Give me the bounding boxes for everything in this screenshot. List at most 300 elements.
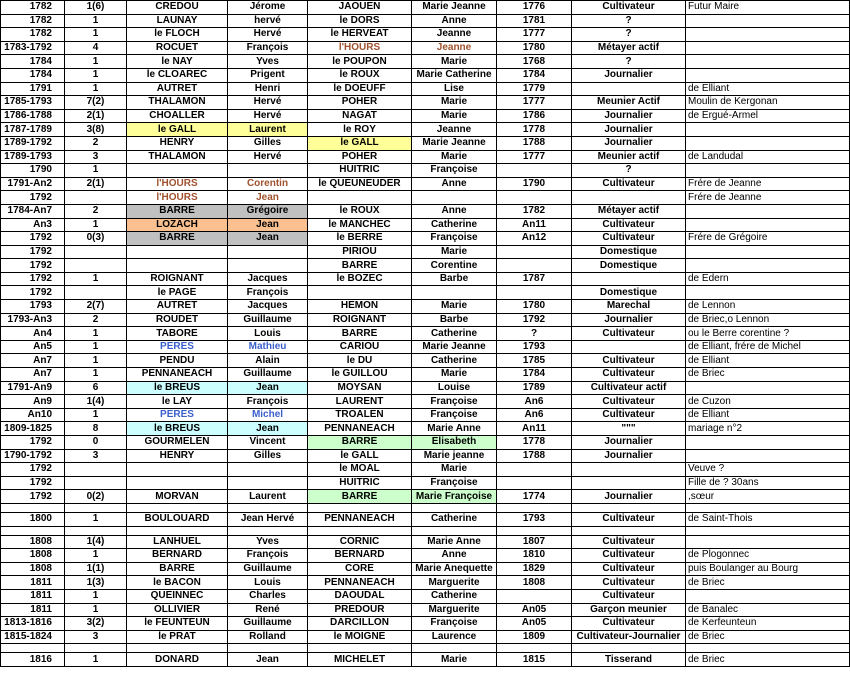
husband-firstname-cell: Jean <box>228 218 308 232</box>
table-row <box>1 422 850 436</box>
year-cell <box>497 259 572 273</box>
notes-cell: de Landudal <box>686 150 850 164</box>
husband-firstname-cell: Charles <box>228 589 308 603</box>
wife-firstname-cell: Marie <box>412 245 497 259</box>
table-row <box>1 476 850 490</box>
count-cell: 1 <box>65 327 127 341</box>
husband-firstname-cell: François <box>228 41 308 55</box>
occupation-cell: ? <box>572 14 686 28</box>
wife-surname-cell: HUITRIC <box>308 164 412 178</box>
husband-firstname-cell: Louis <box>228 576 308 590</box>
husband-firstname-cell <box>228 245 308 259</box>
husband-firstname-cell: Alain <box>228 354 308 368</box>
husband-surname-cell: BARRE <box>127 204 228 218</box>
empty-cell <box>228 526 308 535</box>
date-cell: 1786-1788 <box>1 109 65 123</box>
husband-surname-cell: AUTRET <box>127 300 228 314</box>
husband-firstname-cell <box>228 164 308 178</box>
occupation-cell: Cultivateur <box>572 535 686 549</box>
husband-surname-cell: QUEINNEC <box>127 589 228 603</box>
spacer-row <box>1 644 850 653</box>
husband-firstname-cell: Jean <box>228 381 308 395</box>
date-cell: 1784 <box>1 68 65 82</box>
notes-cell: de Kerfeunteun <box>686 617 850 631</box>
occupation-cell: Cultivateur <box>572 368 686 382</box>
date-cell: 1792 <box>1 286 65 300</box>
wife-surname-cell: BARRE <box>308 327 412 341</box>
wife-surname-cell: BARRE <box>308 436 412 450</box>
table-row <box>1 300 850 314</box>
occupation-cell: Journalier <box>572 449 686 463</box>
husband-surname-cell: HENRY <box>127 449 228 463</box>
husband-firstname-cell: François <box>228 395 308 409</box>
husband-firstname-cell: Hervé <box>228 28 308 42</box>
notes-cell: de Plogonnec <box>686 549 850 563</box>
husband-firstname-cell: Jean Hervé <box>228 512 308 526</box>
date-cell: An7 <box>1 354 65 368</box>
wife-firstname-cell: Françoise <box>412 164 497 178</box>
table-row <box>1 381 850 395</box>
date-cell: An3 <box>1 218 65 232</box>
occupation-cell: Cultivateur <box>572 327 686 341</box>
notes-cell: de Briec <box>686 368 850 382</box>
wife-firstname-cell <box>412 191 497 205</box>
husband-surname-cell: le BREUS <box>127 381 228 395</box>
year-cell: 1807 <box>497 535 572 549</box>
husband-surname-cell: PENDU <box>127 354 228 368</box>
count-cell: 3 <box>65 630 127 644</box>
notes-cell: Frére de Jeanne <box>686 177 850 191</box>
occupation-cell: Cultivateur <box>572 232 686 246</box>
table-row <box>1 82 850 96</box>
wife-firstname-cell: Marie <box>412 653 497 667</box>
husband-surname-cell: CREDOU <box>127 1 228 15</box>
table-row <box>1 549 850 563</box>
notes-cell <box>686 68 850 82</box>
wife-firstname-cell: Jeanne <box>412 41 497 55</box>
husband-surname-cell: BARRE <box>127 232 228 246</box>
occupation-cell: ? <box>572 28 686 42</box>
husband-firstname-cell: Guillaume <box>228 562 308 576</box>
table-row <box>1 395 850 409</box>
husband-surname-cell: ROUDET <box>127 313 228 327</box>
wife-surname-cell: MICHELET <box>308 653 412 667</box>
date-cell: 1792 <box>1 436 65 450</box>
empty-cell <box>497 644 572 653</box>
wife-surname-cell: le DU <box>308 354 412 368</box>
notes-cell: Fille de ? 30ans <box>686 476 850 490</box>
husband-firstname-cell: Michel <box>228 408 308 422</box>
year-cell: 1815 <box>497 653 572 667</box>
occupation-cell: Cultivateur <box>572 617 686 631</box>
wife-firstname-cell: Louise <box>412 381 497 395</box>
table-row <box>1 41 850 55</box>
count-cell: 1 <box>65 68 127 82</box>
notes-cell <box>686 589 850 603</box>
date-cell: 1791-An9 <box>1 381 65 395</box>
year-cell: 1777 <box>497 96 572 110</box>
occupation-cell: Journalier <box>572 123 686 137</box>
year-cell: ? <box>497 327 572 341</box>
table-row <box>1 327 850 341</box>
notes-cell: ou le Berre corentine ? <box>686 327 850 341</box>
date-cell: 1792 <box>1 272 65 286</box>
notes-cell: mariage n°2 <box>686 422 850 436</box>
wife-surname-cell: le DOEUFF <box>308 82 412 96</box>
wife-firstname-cell: Françoise <box>412 395 497 409</box>
count-cell: 1(6) <box>65 1 127 15</box>
husband-surname-cell: le PAGE <box>127 286 228 300</box>
date-cell: 1792 <box>1 476 65 490</box>
wife-firstname-cell: Marie <box>412 55 497 69</box>
empty-cell <box>65 503 127 512</box>
occupation-cell: Domestique <box>572 286 686 300</box>
date-cell: 1783-1792 <box>1 41 65 55</box>
husband-firstname-cell: Prigent <box>228 68 308 82</box>
empty-cell <box>127 644 228 653</box>
date-cell: 1792 <box>1 191 65 205</box>
year-cell: 1780 <box>497 41 572 55</box>
notes-cell: de Elliant <box>686 82 850 96</box>
date-cell: 1792 <box>1 463 65 477</box>
table-row <box>1 191 850 205</box>
date-cell: 1789-1793 <box>1 150 65 164</box>
husband-surname-cell: le LAY <box>127 395 228 409</box>
empty-cell <box>1 526 65 535</box>
notes-cell: de Elliant <box>686 354 850 368</box>
occupation-cell <box>572 476 686 490</box>
occupation-cell: Domestique <box>572 245 686 259</box>
husband-surname-cell: LAUNAY <box>127 14 228 28</box>
date-cell: 1791 <box>1 82 65 96</box>
table-row <box>1 436 850 450</box>
husband-firstname-cell: Jacques <box>228 272 308 286</box>
wife-firstname-cell: Françoise <box>412 408 497 422</box>
wife-surname-cell: JAOUEN <box>308 1 412 15</box>
husband-firstname-cell: Gilles <box>228 449 308 463</box>
empty-cell <box>572 526 686 535</box>
table-row <box>1 562 850 576</box>
year-cell: 1779 <box>497 82 572 96</box>
empty-cell <box>497 503 572 512</box>
notes-cell: de Cuzon <box>686 395 850 409</box>
year-cell: 1778 <box>497 123 572 137</box>
empty-cell <box>65 644 127 653</box>
count-cell: 1 <box>65 164 127 178</box>
date-cell: 1790 <box>1 164 65 178</box>
wife-firstname-cell: Barbe <box>412 272 497 286</box>
husband-surname-cell: le FLOCH <box>127 28 228 42</box>
year-cell: 1793 <box>497 340 572 354</box>
occupation-cell: Cultivateur <box>572 1 686 15</box>
table-row <box>1 177 850 191</box>
notes-cell <box>686 449 850 463</box>
table-row <box>1 463 850 477</box>
notes-cell: de Briec <box>686 576 850 590</box>
wife-firstname-cell: Laurence <box>412 630 497 644</box>
table-row <box>1 164 850 178</box>
count-cell: 1 <box>65 14 127 28</box>
date-cell: 1787-1789 <box>1 123 65 137</box>
occupation-cell: Journalier <box>572 68 686 82</box>
wife-firstname-cell: Catherine <box>412 354 497 368</box>
empty-cell <box>1 503 65 512</box>
husband-surname-cell: le BACON <box>127 576 228 590</box>
count-cell: 1 <box>65 408 127 422</box>
count-cell: 2 <box>65 136 127 150</box>
husband-surname-cell <box>127 245 228 259</box>
husband-surname-cell: OLLIVIER <box>127 603 228 617</box>
husband-firstname-cell: Jean <box>228 191 308 205</box>
husband-firstname-cell: Mathieu <box>228 340 308 354</box>
notes-cell: Futur Maire <box>686 1 850 15</box>
count-cell <box>65 476 127 490</box>
husband-surname-cell: ROCUET <box>127 41 228 55</box>
year-cell: 1793 <box>497 512 572 526</box>
wife-firstname-cell: Marguerite <box>412 603 497 617</box>
occupation-cell: Cultivateur <box>572 408 686 422</box>
occupation-cell: Cultivateur actif <box>572 381 686 395</box>
husband-surname-cell: l'HOURS <box>127 177 228 191</box>
empty-cell <box>228 644 308 653</box>
count-cell: 1 <box>65 218 127 232</box>
husband-surname-cell: THALAMON <box>127 96 228 110</box>
date-cell: An10 <box>1 408 65 422</box>
wife-firstname-cell: Catherine <box>412 218 497 232</box>
count-cell: 2 <box>65 313 127 327</box>
notes-cell: de Ergué-Armel <box>686 109 850 123</box>
count-cell: 2 <box>65 204 127 218</box>
wife-surname-cell: PREDOUR <box>308 603 412 617</box>
wife-firstname-cell: Lise <box>412 82 497 96</box>
wife-firstname-cell: Catherine <box>412 512 497 526</box>
occupation-cell: Journalier <box>572 313 686 327</box>
husband-firstname-cell: Jean <box>228 422 308 436</box>
husband-surname-cell: ROIGNANT <box>127 272 228 286</box>
count-cell: 0(3) <box>65 232 127 246</box>
count-cell: 3 <box>65 449 127 463</box>
date-cell: 1793-An3 <box>1 313 65 327</box>
wife-surname-cell: PENNANEACH <box>308 512 412 526</box>
husband-surname-cell: le PRAT <box>127 630 228 644</box>
date-cell: 1782 <box>1 1 65 15</box>
empty-cell <box>686 644 850 653</box>
empty-cell <box>228 503 308 512</box>
count-cell: 4 <box>65 41 127 55</box>
husband-surname-cell: le BREUS <box>127 422 228 436</box>
husband-surname-cell: BOULOUARD <box>127 512 228 526</box>
year-cell: 1792 <box>497 313 572 327</box>
table-row <box>1 490 850 504</box>
occupation-cell: Cultivateur <box>572 562 686 576</box>
notes-cell: de Briec,o Lennon <box>686 313 850 327</box>
year-cell <box>497 463 572 477</box>
count-cell <box>65 259 127 273</box>
wife-firstname-cell: Anne <box>412 177 497 191</box>
notes-cell: de Elliant <box>686 408 850 422</box>
count-cell <box>65 286 127 300</box>
spacer-row <box>1 503 850 512</box>
year-cell: 1785 <box>497 354 572 368</box>
date-cell: 1782 <box>1 14 65 28</box>
year-cell: 1808 <box>497 576 572 590</box>
table-row <box>1 340 850 354</box>
wife-firstname-cell: Marie Catherine <box>412 68 497 82</box>
notes-cell <box>686 14 850 28</box>
empty-cell <box>412 526 497 535</box>
date-cell: 1791-An2 <box>1 177 65 191</box>
table-row <box>1 272 850 286</box>
notes-cell <box>686 41 850 55</box>
husband-firstname-cell: Louis <box>228 327 308 341</box>
wife-surname-cell: PENNANEACH <box>308 422 412 436</box>
husband-firstname-cell <box>228 463 308 477</box>
date-cell: An7 <box>1 368 65 382</box>
count-cell: 2(1) <box>65 109 127 123</box>
year-cell: 1784 <box>497 368 572 382</box>
occupation-cell: Cultivateur <box>572 218 686 232</box>
count-cell: 1 <box>65 55 127 69</box>
date-cell: 1785-1793 <box>1 96 65 110</box>
year-cell: 1774 <box>497 490 572 504</box>
wife-surname-cell: le QUEUNEUDER <box>308 177 412 191</box>
count-cell: 1(4) <box>65 535 127 549</box>
wife-firstname-cell: Barbe <box>412 313 497 327</box>
count-cell: 1 <box>65 28 127 42</box>
notes-cell <box>686 123 850 137</box>
husband-surname-cell <box>127 164 228 178</box>
wife-surname-cell: l'HOURS <box>308 41 412 55</box>
wife-surname-cell: le MANCHEC <box>308 218 412 232</box>
occupation-cell: Cultivateur <box>572 576 686 590</box>
date-cell: 1793 <box>1 300 65 314</box>
wife-surname-cell: PIRIOU <box>308 245 412 259</box>
count-cell: 0(2) <box>65 490 127 504</box>
occupation-cell: Marechal <box>572 300 686 314</box>
wife-surname-cell: MOYSAN <box>308 381 412 395</box>
table-row <box>1 150 850 164</box>
husband-surname-cell: CHOALLER <box>127 109 228 123</box>
wife-surname-cell: le BOZEC <box>308 272 412 286</box>
notes-cell <box>686 28 850 42</box>
table-row <box>1 14 850 28</box>
date-cell: 1792 <box>1 259 65 273</box>
year-cell: 1789 <box>497 381 572 395</box>
year-cell: 1787 <box>497 272 572 286</box>
husband-firstname-cell: Vincent <box>228 436 308 450</box>
date-cell: 1811 <box>1 576 65 590</box>
count-cell: 1(4) <box>65 395 127 409</box>
table-row <box>1 535 850 549</box>
wife-surname-cell: le MOIGNE <box>308 630 412 644</box>
year-cell: An05 <box>497 603 572 617</box>
year-cell: 1780 <box>497 300 572 314</box>
husband-surname-cell: MORVAN <box>127 490 228 504</box>
wife-firstname-cell: Catherine <box>412 327 497 341</box>
notes-cell: de Briec <box>686 630 850 644</box>
wife-firstname-cell: Jeanne <box>412 28 497 42</box>
wife-firstname-cell: Marie Jeanne <box>412 340 497 354</box>
husband-firstname-cell: Guillaume <box>228 368 308 382</box>
wife-surname-cell: BERNARD <box>308 549 412 563</box>
wife-firstname-cell: Françoise <box>412 232 497 246</box>
wife-firstname-cell: Françoise <box>412 476 497 490</box>
husband-firstname-cell: Yves <box>228 55 308 69</box>
husband-firstname-cell: René <box>228 603 308 617</box>
date-cell: 1809-1825 <box>1 422 65 436</box>
table-row <box>1 512 850 526</box>
wife-firstname-cell: Marie Anne <box>412 422 497 436</box>
husband-surname-cell: le NAY <box>127 55 228 69</box>
wife-surname-cell: le ROUX <box>308 204 412 218</box>
date-cell: 1790-1792 <box>1 449 65 463</box>
husband-surname-cell: LOZACH <box>127 218 228 232</box>
wife-surname-cell: CARIOU <box>308 340 412 354</box>
husband-surname-cell: PERES <box>127 408 228 422</box>
table-row <box>1 109 850 123</box>
date-cell: 1800 <box>1 512 65 526</box>
empty-cell <box>572 503 686 512</box>
count-cell <box>65 463 127 477</box>
table-row <box>1 449 850 463</box>
year-cell <box>497 589 572 603</box>
husband-firstname-cell: Laurent <box>228 490 308 504</box>
occupation-cell <box>572 82 686 96</box>
table-row <box>1 123 850 137</box>
table-row <box>1 617 850 631</box>
notes-cell: Frére de Grégoire <box>686 232 850 246</box>
notes-cell: Frére de Jeanne <box>686 191 850 205</box>
wife-surname-cell: DAOUDAL <box>308 589 412 603</box>
husband-firstname-cell: Guillaume <box>228 617 308 631</box>
husband-surname-cell: DONARD <box>127 653 228 667</box>
table-row <box>1 368 850 382</box>
table-row <box>1 218 850 232</box>
occupation-cell <box>572 272 686 286</box>
count-cell: 1 <box>65 272 127 286</box>
husband-firstname-cell: Grégoire <box>228 204 308 218</box>
empty-cell <box>308 644 412 653</box>
date-cell: An4 <box>1 327 65 341</box>
table-row <box>1 28 850 42</box>
notes-cell: de Banalec <box>686 603 850 617</box>
wife-surname-cell: le HERVEAT <box>308 28 412 42</box>
table-row <box>1 136 850 150</box>
count-cell: 8 <box>65 422 127 436</box>
year-cell: An11 <box>497 218 572 232</box>
husband-surname-cell <box>127 463 228 477</box>
table-row <box>1 259 850 273</box>
table-row <box>1 55 850 69</box>
occupation-cell: Journalier <box>572 436 686 450</box>
wife-surname-cell: POHER <box>308 150 412 164</box>
wife-surname-cell: le GUILLOU <box>308 368 412 382</box>
year-cell <box>497 164 572 178</box>
wife-firstname-cell: Marie <box>412 300 497 314</box>
wife-firstname-cell: Anne <box>412 549 497 563</box>
date-cell: 1811 <box>1 589 65 603</box>
count-cell: 0 <box>65 436 127 450</box>
date-cell: 1815-1824 <box>1 630 65 644</box>
occupation-cell: Tisserand <box>572 653 686 667</box>
year-cell: 1786 <box>497 109 572 123</box>
wife-firstname-cell: Marie <box>412 463 497 477</box>
occupation-cell: Cultivateur <box>572 512 686 526</box>
empty-cell <box>686 526 850 535</box>
husband-surname-cell: LANHUEL <box>127 535 228 549</box>
wife-firstname-cell: Anne <box>412 204 497 218</box>
date-cell: 1811 <box>1 603 65 617</box>
